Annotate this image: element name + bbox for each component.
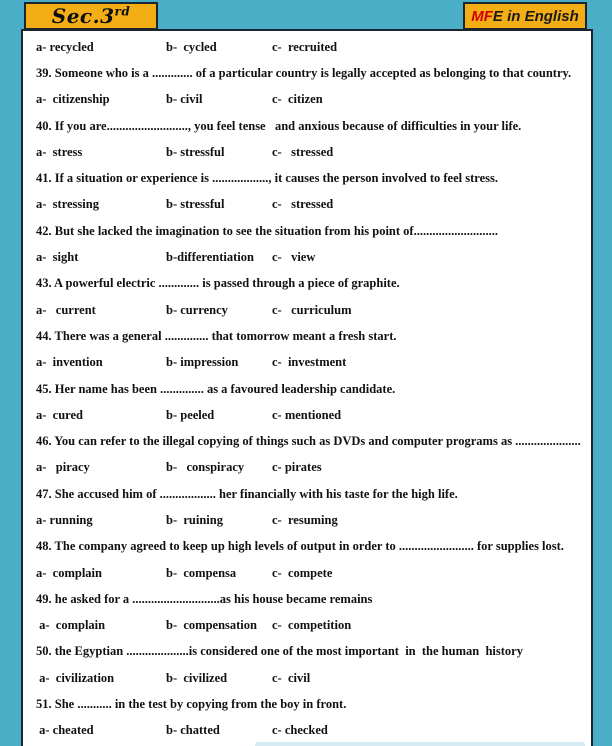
option-a: a- citizenship <box>36 92 110 107</box>
option-a: a- cured <box>36 407 83 422</box>
options-line <box>36 560 591 586</box>
option-b: b- chatted <box>166 723 220 738</box>
option-a: a- current <box>36 302 96 317</box>
worksheet-content-panel <box>21 29 593 746</box>
option-c: c- pirates <box>272 460 322 475</box>
options-line <box>36 350 591 376</box>
section-badge-label: Sec.3rd <box>51 4 131 28</box>
option-b: b- compensation <box>166 618 257 633</box>
option-a: a- complain <box>36 618 106 633</box>
option-b: b-differentiation <box>166 250 254 265</box>
question-text: 43. A powerful electric ............. is passed through a piece of graphite. <box>36 276 400 291</box>
question-text: 42. But she lacked the imagination to see the situation from his point of........................... <box>36 223 498 238</box>
option-b: b- cycled <box>166 39 217 54</box>
option-c: c- compete <box>272 565 333 580</box>
question-text: 41. If a situation or experience is .................., it causes the person involved to feel stress. <box>36 171 498 186</box>
brand-badge-label: MFE in English <box>471 7 579 25</box>
options-line <box>36 34 591 60</box>
question-line <box>36 218 591 244</box>
option-c: c- recruited <box>272 39 338 54</box>
question-line <box>36 639 591 665</box>
question-text: 48. The company agreed to keep up high levels of output in order to ........................ for supplies lost. <box>36 539 564 554</box>
option-c: c- stressed <box>272 144 334 159</box>
question-text: 50. the Egyptian ....................is considered one of the most important in the human history <box>36 644 523 659</box>
option-b: b- peeled <box>166 407 215 422</box>
option-a: a- recycled <box>36 39 94 54</box>
question-text: 44. There was a general .............. that tomorrow meant a fresh start. <box>36 328 397 343</box>
option-b: b- stressful <box>166 144 225 159</box>
question-line <box>36 586 591 612</box>
option-c: c- checked <box>272 723 328 738</box>
options-line <box>36 665 591 691</box>
option-c: c- civil <box>272 670 311 685</box>
question-text: 40. If you are.........................., you feel tense and anxious because of difficulties in your life. <box>36 118 522 133</box>
question-line <box>36 113 591 139</box>
option-b: b- conspiracy <box>166 460 245 475</box>
question-text: 47. She accused him of .................. her financially with his taste for the high life. <box>36 486 458 501</box>
option-b: b- stressful <box>166 197 225 212</box>
options-line <box>36 192 591 218</box>
footer-cutoff-bar <box>255 742 585 746</box>
question-line <box>36 534 591 560</box>
option-c: c- mentioned <box>272 407 342 422</box>
option-c: c- view <box>272 250 316 265</box>
option-a: a- stressing <box>36 197 99 212</box>
options-line <box>36 455 591 481</box>
question-text: 49. he asked for a ............................as his house became remains <box>36 591 373 606</box>
option-a: a- stress <box>36 144 83 159</box>
question-line <box>36 376 591 402</box>
option-c: c- stressed <box>272 197 334 212</box>
option-a: a- running <box>36 512 93 527</box>
question-line <box>36 428 591 454</box>
option-a: a- sight <box>36 250 79 265</box>
question-text: 51. She ........... in the test by copying from the boy in front. <box>36 697 347 712</box>
option-b: b- impression <box>166 355 239 370</box>
option-b: b- civilized <box>166 670 228 685</box>
options-line <box>36 139 591 165</box>
option-c: c- investment <box>272 355 347 370</box>
section-badge <box>24 2 158 30</box>
brand-badge <box>463 2 587 30</box>
question-line <box>36 691 591 717</box>
question-text: 39. Someone who is a ............. of a particular country is legally accepted as belonging to that country. <box>36 65 572 80</box>
option-c: c- curriculum <box>272 302 352 317</box>
option-b: b- compensa <box>166 565 237 580</box>
option-b: b- currency <box>166 302 228 317</box>
option-a: a- piracy <box>36 460 90 475</box>
question-line <box>36 165 591 191</box>
question-text: 46. You can refer to the illegal copying of things such as DVDs and computer programs as ..................... <box>36 434 581 449</box>
options-line <box>36 297 591 323</box>
option-a: a- invention <box>36 355 103 370</box>
question-line <box>36 60 591 86</box>
option-a: a- complain <box>36 565 102 580</box>
question-text: 45. Her name has been .............. as a favoured leadership candidate. <box>36 381 396 396</box>
option-c: c- resuming <box>272 512 338 527</box>
question-line <box>36 271 591 297</box>
options-line <box>36 507 591 533</box>
options-line <box>36 87 591 113</box>
option-c: c- competition <box>272 618 352 633</box>
question-line <box>36 481 591 507</box>
options-line <box>36 244 591 270</box>
brand-badge-red-letters: MF <box>471 7 493 25</box>
option-c: c- citizen <box>272 92 323 107</box>
option-a: a- civilization <box>36 670 115 685</box>
option-a: a- cheated <box>36 723 94 738</box>
section-badge-superscript: rd <box>114 4 131 19</box>
option-b: b- civil <box>166 92 203 107</box>
options-line <box>36 718 591 744</box>
question-list <box>23 31 591 746</box>
options-line <box>36 613 591 639</box>
option-b: b- ruining <box>166 512 223 527</box>
options-line <box>36 402 591 428</box>
question-line <box>36 323 591 349</box>
